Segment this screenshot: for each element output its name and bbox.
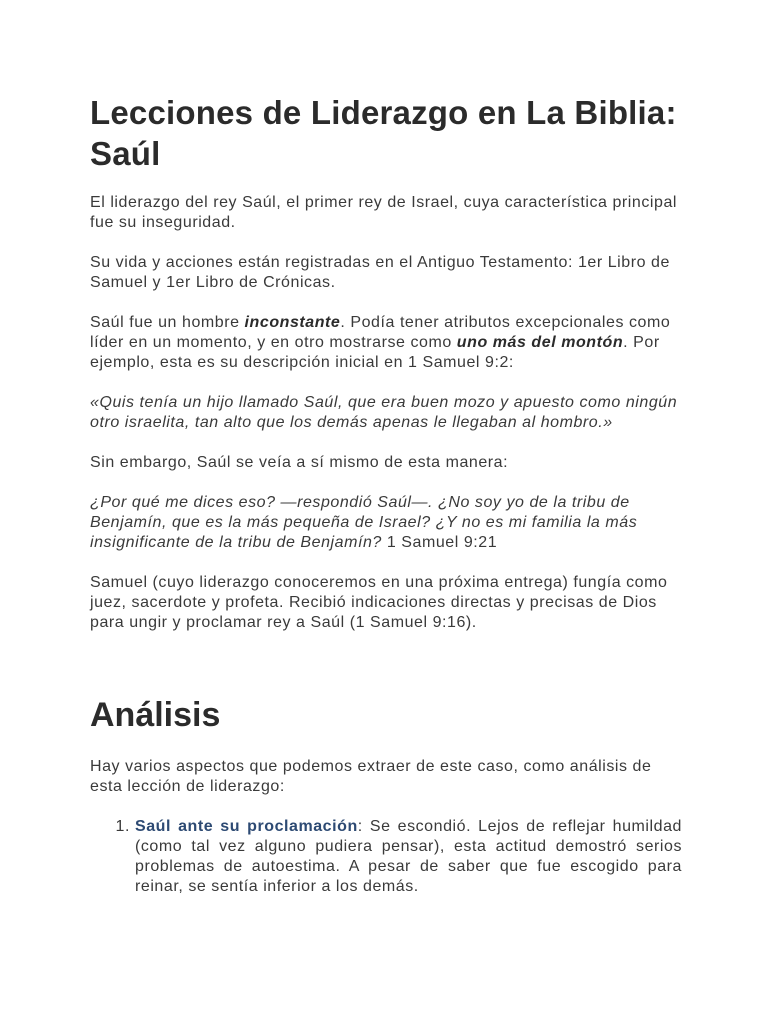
document-page [90, 92, 682, 897]
text-run: . Por ejemplo, esta es su descripción inicial en 1 Samuel 9:2: [90, 334, 660, 371]
quote-samuel-9-21 [90, 493, 682, 553]
text-run: . Podía tener atributos excepcionales como líder en un momento, y en otro mostrarse como [90, 314, 671, 351]
quote-text: ¿Por qué me dices eso? —respondió Saúl—. ¿No soy yo de la tribu de Benjamín, que es la más pequeña de Israel? ¿Y no es mi familia la más insignificante de la tribu de Benjamín? [90, 494, 638, 551]
quote-reference: 1 Samuel 9:21 [381, 534, 498, 551]
article-title: Lecciones de Liderazgo en La Biblia: Saúl [90, 94, 677, 172]
analysis-list [90, 817, 682, 897]
analysis-intro: Hay varios aspectos que podemos extraer de este caso, como análisis de esta lección de liderazgo: [90, 758, 652, 795]
emphasis-uno-mas-del-monton: uno más del montón [456, 334, 624, 351]
text-run: Saúl fue un hombre [90, 314, 245, 331]
inconstant-paragraph [90, 313, 682, 373]
samuel-paragraph: Samuel (cuyo liderazgo conoceremos en una próxima entrega) fungía como juez, sacerdote y profeta. Recibió indicaciones directas y precisas de Dios para ungir y proclamar rey a Saúl (1 Samuel 9:16). [90, 574, 668, 631]
emphasis-inconstante: inconstante [244, 314, 341, 331]
records-paragraph: Su vida y acciones están registradas en el Antiguo Testamento: 1er Libro de Samuel y 1er Libro de Crónicas. [90, 254, 670, 291]
analysis-heading: Análisis [90, 696, 221, 734]
intro-paragraph: El liderazgo del rey Saúl, el primer rey de Israel, cuya característica principal fue su inseguridad. [90, 194, 678, 231]
self-view-paragraph: Sin embargo, Saúl se veía a sí mismo de esta manera: [90, 454, 509, 471]
list-item-title: Saúl ante su proclamación [135, 818, 358, 835]
quote-samuel-9-2: «Quis tenía un hijo llamado Saúl, que era buen mozo y apuesto como ningún otro israelita, tan alto que los demás apenas le llegaban al hombro.» [90, 394, 678, 431]
list-item-text: : Se escondió. Lejos de reflejar humildad (como tal vez alguno pudiera pensar), esta actitud demostró serios problemas de autoestima. A pesar de saber que fue escogido para reinar, se sentía inferior a los demás. [135, 818, 682, 895]
list-item [135, 817, 682, 897]
